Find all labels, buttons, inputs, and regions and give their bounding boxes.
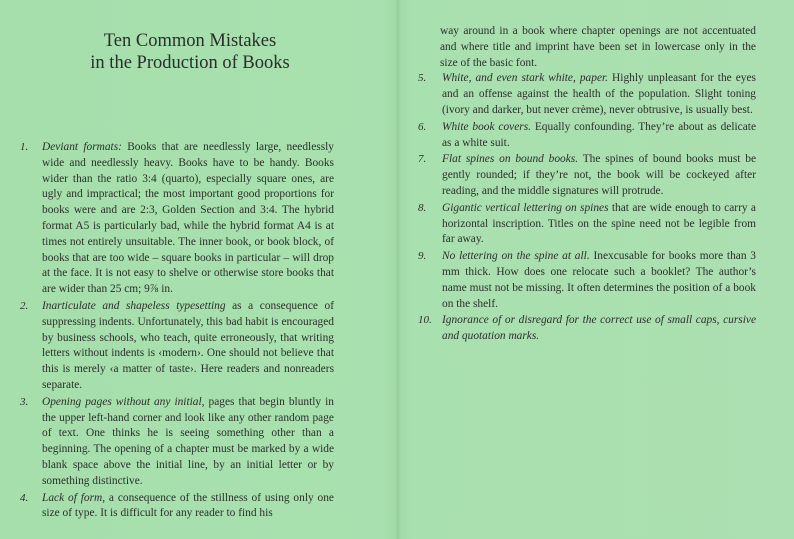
item-lead: Lack of form, [42,491,106,504]
item-lead: Gigantic vertical lettering on spines [442,201,609,214]
item-body: The spines of bound books must be gently rounded; if they’re not, the book will be cockeyed after reading, and the middle signatures will protrude. [442,153,757,197]
item-lead: Flat spines on bound books. [442,153,579,166]
list-item-4 [20,491,334,523]
item-lead: White, and even stark white, paper. [442,72,609,85]
item-number: 8. [418,201,427,214]
list-item-9 [418,249,756,312]
item-lead: No lettering on the spine at all. [442,250,590,263]
list-item-10 [418,313,756,345]
list-item-2 [20,299,334,394]
list-item-8 [418,201,756,248]
item-lead: Inarticulate and shapeless typesetting [42,299,226,312]
item-body: a consequence of the stillness of using only one size of type. It is difficult for any reader to find his [42,491,334,520]
item-lead: Deviant formats: [42,141,122,153]
title-line-2: in the Production of Books [90,53,290,73]
item-number: 3. [20,395,29,408]
list-item-4-continuation: way around in a book where chapter openings are not accentuated and where title and imprint have been set in lowercase only in the size of the basic font. [440,25,756,69]
item-number: 9. [418,250,427,263]
item-lead: White book covers. [442,120,531,133]
item-body: Highly unpleasant for the eyes and an offense against the health of the population. Slight toning (ivory and darker, but never crème), never obtrusive, is usually best. [442,72,756,116]
item-number: 6. [418,120,427,133]
list-item-7 [418,152,756,199]
list-item-3 [20,395,334,490]
item-lead: Opening pages without any initial, [42,395,205,408]
item-number: 1. [20,141,29,153]
item-body: as a consequence of suppressing indents. Unfortunately, this bad habit is encouraged by business schools, who teach, quite erroneously, that writing letters without indents is ‹modern›. One should not believe that this is merely ‹a matter of taste›. Here readers and nonreaders separate. [42,299,334,391]
item-number: 7. [418,153,427,166]
list-item-1 [20,140,334,298]
item-number: 5. [418,72,427,85]
item-body: Books that are needlessly large, needlessly wide and needlessly heavy. Books have to be handy. Books wider than the ratio 3:4 (quarto), especially square ones, are ugly and impractical; the most important good proportions for books were and are 2:3, Golden Section and 3:4. The hybrid format A5 is particularly bad, while the hybrid format A4 is at times not entirely unsuitable. The inner book, or book block, of books that are too wide – square books in particular – will drop at the face. It is not easy to shelve or otherwise store books that are wider than 25 cm; 9⅞ in. [42,141,334,296]
item-body: Inexcusable for books more than 3 mm thick. How does one relocate such a booklet? The author’s name must not be missing. It often determines the position of a book on the shelf. [442,250,756,310]
right-column [418,24,756,346]
page-title [40,30,340,74]
item-lead: Ignorance of or disregard for the correct use of small caps, cursive and quotation marks. [442,314,756,343]
left-column [20,140,334,523]
title-line-1: Ten Common Mistakes [103,31,277,51]
item-number: 10. [418,314,432,327]
list-item-5 [418,71,756,118]
item-number: 2. [20,299,29,312]
item-number: 4. [20,491,29,504]
item-body: pages that begin bluntly in the upper left-hand corner and look like any other random page of text. One thinks he is seeing something other than a beginning. The opening of a chapter must be marked by a wide blank space above the initial line, by an initial letter or by something distinctive. [42,395,334,487]
book-gutter [395,0,401,539]
item-body: Equally confounding. They’re about as delicate as a white suit. [442,120,756,149]
list-item-6 [418,120,756,152]
item-body: that are wide enough to carry a horizontal inscription. Titles on the spine need not be legible from far away. [442,201,756,246]
